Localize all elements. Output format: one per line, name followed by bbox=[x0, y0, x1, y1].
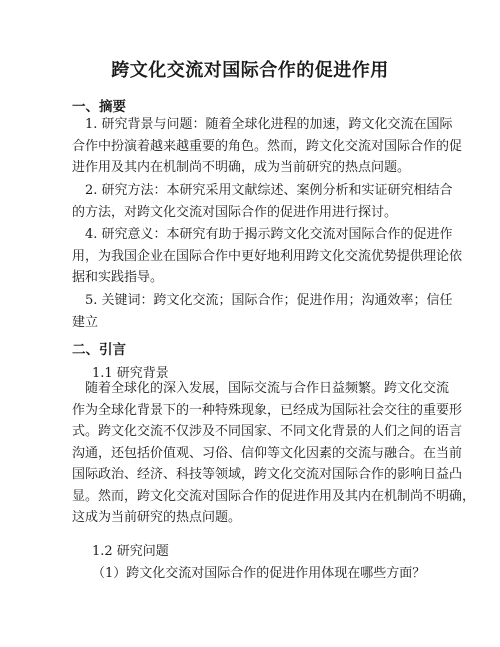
text-line: 建立 bbox=[72, 314, 99, 330]
text-line: 显。然而，跨文化交流对国际合作的促进作用及其内在机制尚不明确， bbox=[72, 488, 476, 504]
text-line: 式。跨文化交流不仅涉及不同国家、不同文化背景的人们之间的语言 bbox=[72, 424, 463, 439]
text-line: 用，为我国企业在国际合作中更好地利用跨文化交流优势提供理论依 bbox=[72, 248, 463, 264]
abstract-heading: 一、摘要 bbox=[72, 99, 126, 115]
research-question-item: （1）跨文化交流对国际合作的促进作用体现在哪些方面？ bbox=[92, 566, 426, 581]
text-line: 1. 研究背景与问题：随着全球化进程的加速，跨文化交流在国际 bbox=[72, 117, 453, 132]
research-background-heading: 1.1 研究背景 bbox=[92, 366, 169, 381]
text-line: 进作用及其内在机制尚不明确，成为当前研究的热点问题。 bbox=[72, 160, 411, 175]
text-line: 的方法，对跨文化交流对国际合作的促进作用进行探讨。 bbox=[72, 204, 398, 220]
text-line: 4. 研究意义：本研究有助于揭示跨文化交流对国际合作的促进作 bbox=[72, 227, 453, 242]
abstract-item-background bbox=[72, 114, 463, 179]
text-line: 沟通，还包括价值观、习俗、信仰等文化因素的交流与融合。在当前 bbox=[72, 445, 463, 461]
research-question-heading: 1.2 研究问题 bbox=[92, 544, 169, 559]
text-line: 据和实践指导。 bbox=[72, 270, 164, 285]
document-title: 跨文化交流对国际合作的促进作用 bbox=[111, 60, 389, 81]
text-line: 随着全球化的深入发展，国际交流与合作日益频繁。跨文化交流 bbox=[72, 381, 450, 396]
text-line: 合作中扮演着越来越重要的角色。然而，跨文化交流对国际合作的促 bbox=[72, 138, 463, 154]
research-background-paragraph bbox=[72, 378, 476, 529]
introduction-heading: 二、引言 bbox=[72, 342, 126, 358]
text-line: 作为全球化背景下的一种特殊现象，已经成为国际社会交往的重要形 bbox=[72, 402, 463, 418]
text-line: 5. 关键词：跨文化交流；国际合作；促进作用；沟通效率；信任 bbox=[72, 293, 453, 308]
abstract-item-keywords bbox=[72, 290, 453, 333]
text-line: 这成为当前研究的热点问题。 bbox=[72, 510, 242, 525]
abstract-item-method bbox=[72, 180, 453, 223]
text-line: 2. 研究方法：本研究采用文献综述、案例分析和实证研究相结合 bbox=[72, 183, 453, 198]
text-line: 国际政治、经济、科技等领域，跨文化交流对国际合作的影响日益凸 bbox=[72, 467, 463, 482]
abstract-item-significance bbox=[72, 224, 463, 289]
